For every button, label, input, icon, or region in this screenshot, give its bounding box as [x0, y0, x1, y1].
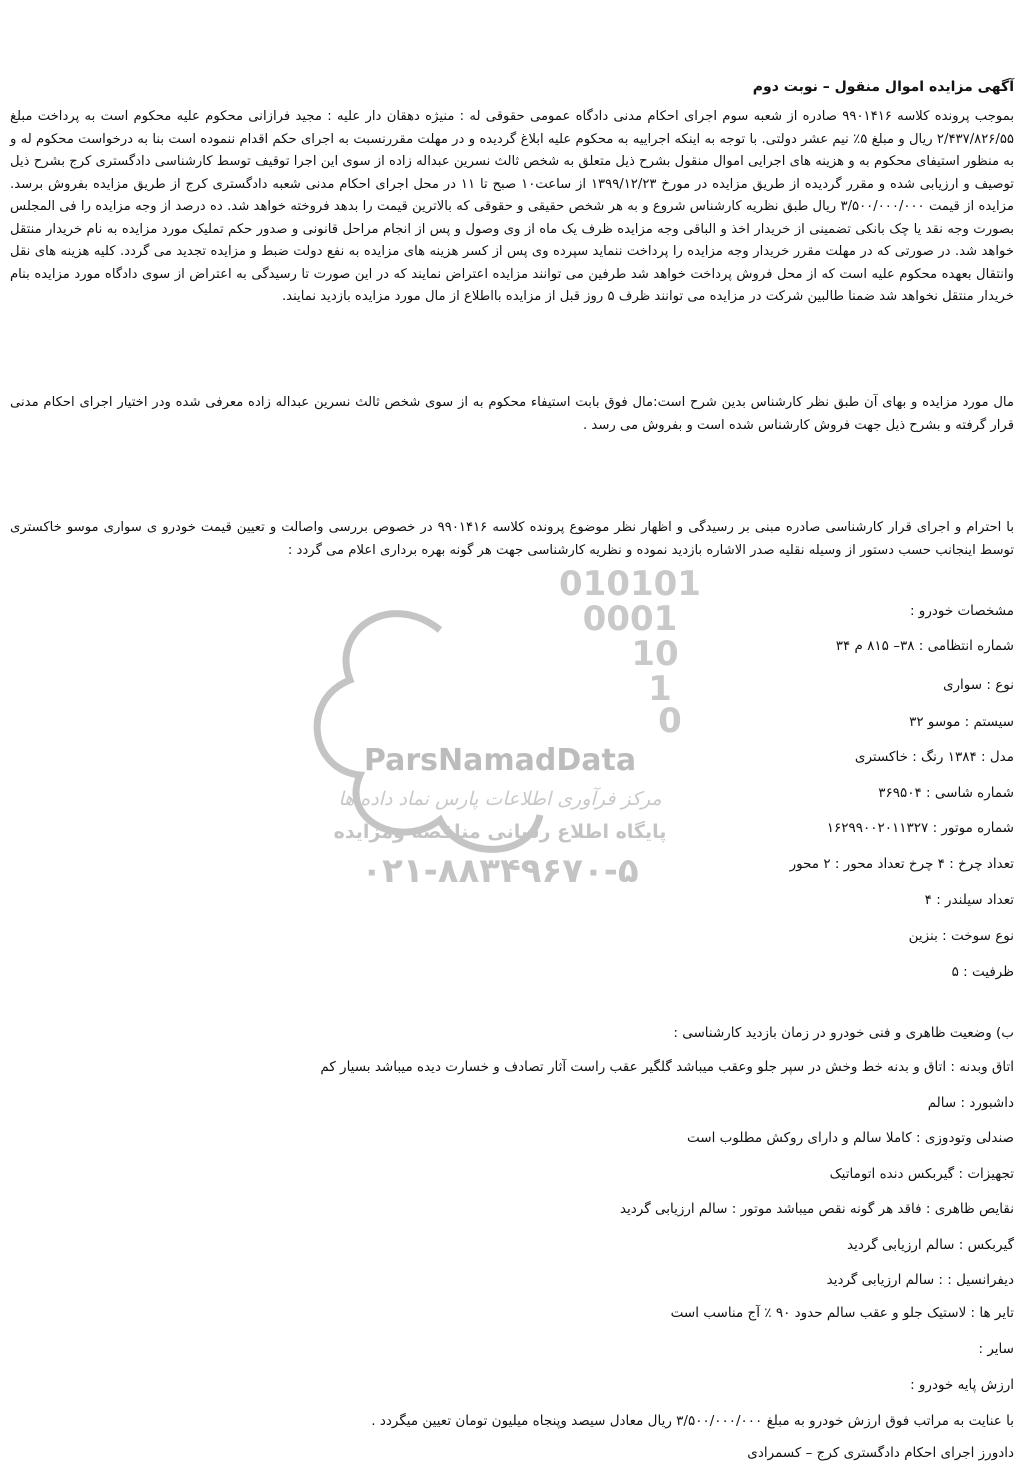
vehicle-model-color: مدل : ۱۳۸۴ رنگ : خاکستری: [854, 749, 1014, 765]
engine-number: شماره موتور : ۱۶۲۹۹۰۰۲۰۱۱۳۲۷: [826, 820, 1014, 836]
signature-line: دادورز اجرای احکام دادگستری کرج – کسمرادی: [747, 1445, 1014, 1461]
vehicle-specs-heading: مشخصات خودرو :: [909, 603, 1014, 619]
watermark-flower-icon: [317, 614, 540, 850]
condition-gearbox: گیربکس : سالم ارزیابی گردید: [846, 1237, 1014, 1253]
chassis-number: شماره شاسی : ۳۶۹۵۰۴: [878, 785, 1014, 801]
condition-other: سایر :: [978, 1341, 1014, 1357]
condition-equipment: تجهیزات : گیربکس دنده اتوماتیک: [829, 1166, 1014, 1182]
condition-defects-engine: نقایص ظاهری : فاقد هر گونه نقص میباشد موتور : سالم ارزیابی گردید: [619, 1201, 1014, 1217]
vehicle-system: سیستم : موسو ۳۲: [909, 714, 1014, 730]
vehicle-type: نوع : سواری: [942, 677, 1014, 693]
subject-paragraph: مال مورد مزایده و بهای آن طبق نظر کارشناس بدین شرح است:مال فوق بابت استیفاء محکوم به از سوی شخص ثالث نسرین عبداله زاده معرفی شده ودر اختیار اجرای احکام مدنی قرار گرفته و بشرح ذیل جهت فروش کارشناس شده است و بفروش می رسد .: [10, 395, 1014, 433]
condition-heading: ب) وضعیت ظاهری و فنی خودرو در زمان بازدید کارشناسی :: [673, 1025, 1014, 1041]
condition-differential: دیفرانسیل : : سالم ارزیابی گردید: [826, 1272, 1014, 1288]
condition-tires: تایر ها : لاستیک جلو و عقب سالم حدود ۹۰ ٪ آج مناسب است: [670, 1305, 1014, 1321]
condition-dashboard: داشبورد : سالم: [927, 1095, 1014, 1111]
watermark-binary-4: 1: [648, 669, 672, 709]
wheels-axles: تعداد چرخ : ۴ چرخ تعداد محور : ۲ محور: [789, 856, 1014, 872]
watermark-binary-3: 10: [631, 634, 679, 674]
base-value-heading: ارزش پایه خودرو :: [910, 1377, 1014, 1393]
watermark-line-1: مرکز فرآوری اطلاعات پارس نماد داده ها: [338, 788, 662, 810]
watermark-binary-2: 0001: [582, 599, 678, 639]
parsnamaddata-watermark: [290, 560, 710, 920]
intro-paragraph: بموجب پرونده کلاسه ۹۹۰۱۴۱۶ صادره از شعبه سوم اجرای احکام مدنی دادگاه عمومی حقوقی له : منیژه دهقان دار علیه : مجید فرازانی محکوم علیه محکوم است به پرداخت مبلغ ۲/۴۳۷/۸۲۶/۵۵ ریال و مبلغ ۵٪ نیم عشر دولتی. با توجه به اینکه اجراییه به محکوم علیه ابلاغ گردیده و در مهلت مقررنسبت به اجرای حکم اقدام ننموده است بنا به درخواست محکوم له و به منظور استیفای محکوم به و هزینه های اجرایی اموال منقول بشرح ذیل متعلق به شخص ثالث نسرین عبداله زاده از سوی این اجرا توقیف توسط کارشناسی دادگستری کرج بشرح ذیل توصیف و ارزیابی شده و مقرر گردیده از طریق مزایده در مورخ ۱۳۹۹/۱۲/۲۳ از ساعت۱۰ صبح تا ۱۱ در محل اجرای احکام مدنی شعبه دادگستری کرج از طریق مزایده بفروش برسد. مزایده از قیمت ۳/۵۰۰/۰۰۰/۰۰۰ ریال طبق نظریه کارشناس شروع و به هر شخص حقیقی و حقوقی که بالاترین قیمت را بدهد فروخته خواهد شد. ده درصد از وجه مزایده را فی المجلس بصورت وجه نقد یا چک بانکی تضمینی از خریدار اخذ و الباقی وجه مزایده ظرف یک ماه از وی وصول و پس از انجام مراحل قانونی و صدور حکم تملیک مورد مزایده به نام خریدار منتقل خواهد شد. در صورتی که در مهلت مقرر خریدار وجه مزایده را پرداخت ننماید سپرده وی پس از کسر هزینه های مزایده به نفع دولت ضبط و مزایده تجدید می گردد. کلیه هزینه های نقل وانتقال بعهده محکوم علیه است که از محل فروش پرداخت خواهد شد طرفین می توانند مزایده اعتراض نمایند که در این صورت تا رسیدگی به اعتراض از سوی دادگاه مورد مزایده بنام خریدار منتقل نخواهد شد ضمنا طالبین شرکت در مزایده می توانند ظرف ۵ روز قبل از مزایده بااطلاع از مال مورد مزایده بازدید نمایند.: [10, 109, 1015, 304]
ruling-paragraph: با احترام و اجرای قرار کارشناسی صادره مبنی بر رسیدگی و اظهار نظر موضوع پرونده کلاسه ۹۹۰۱۴۱۶ در خصوص بررسی واصالت و تعیین قیمت خودرو ی سواری موسو خاکستری توسط اینجانب حسب دستور از وسیله نقلیه صدر الاشاره بازدید نموده و نظریه کارشناسی جهت هر گونه بهره برداری اعلام می گردد :: [10, 520, 1014, 558]
notice-title: آگهی مزایده اموال منقول – نوبت دوم: [752, 79, 1014, 95]
watermark-phone: ۰۲۱-۸۸۳۴۹۶۷۰-۵: [361, 851, 639, 891]
watermark-line-2: پایگاه اطلاع رسانی مناقصه ومزایده: [333, 821, 667, 843]
plate-number: شماره انتظامی : ۳۸– ۸۱۵ م ۳۴: [835, 638, 1014, 654]
watermark-brand: ParsNamadData: [363, 743, 637, 778]
fuel-type: نوع سوخت : بنزین: [908, 928, 1014, 944]
cylinders: تعداد سیلندر : ۴: [924, 892, 1014, 908]
capacity: ظرفیت : ۵: [951, 964, 1014, 980]
watermark-binary-5: 0: [658, 701, 682, 741]
condition-body: اتاق وبدنه : اتاق و بدنه خط وخش در سپر جلو وعقب میباشد گلگیر عقب راست آثار تصادف و خسارت دیده میباشد بسیار کم: [320, 1059, 1014, 1075]
watermark-binary-1: 010101: [559, 564, 701, 604]
condition-seats: صندلی وتودوزی : کاملا سالم و دارای روکش مطلوب است: [687, 1130, 1014, 1146]
base-value-statement: با عنایت به مراتب فوق ارزش خودرو به مبلغ ۳/۵۰۰/۰۰۰/۰۰۰ ریال معادل سیصد وپنجاه میلیون تومان تعیین میگردد .: [371, 1413, 1014, 1429]
